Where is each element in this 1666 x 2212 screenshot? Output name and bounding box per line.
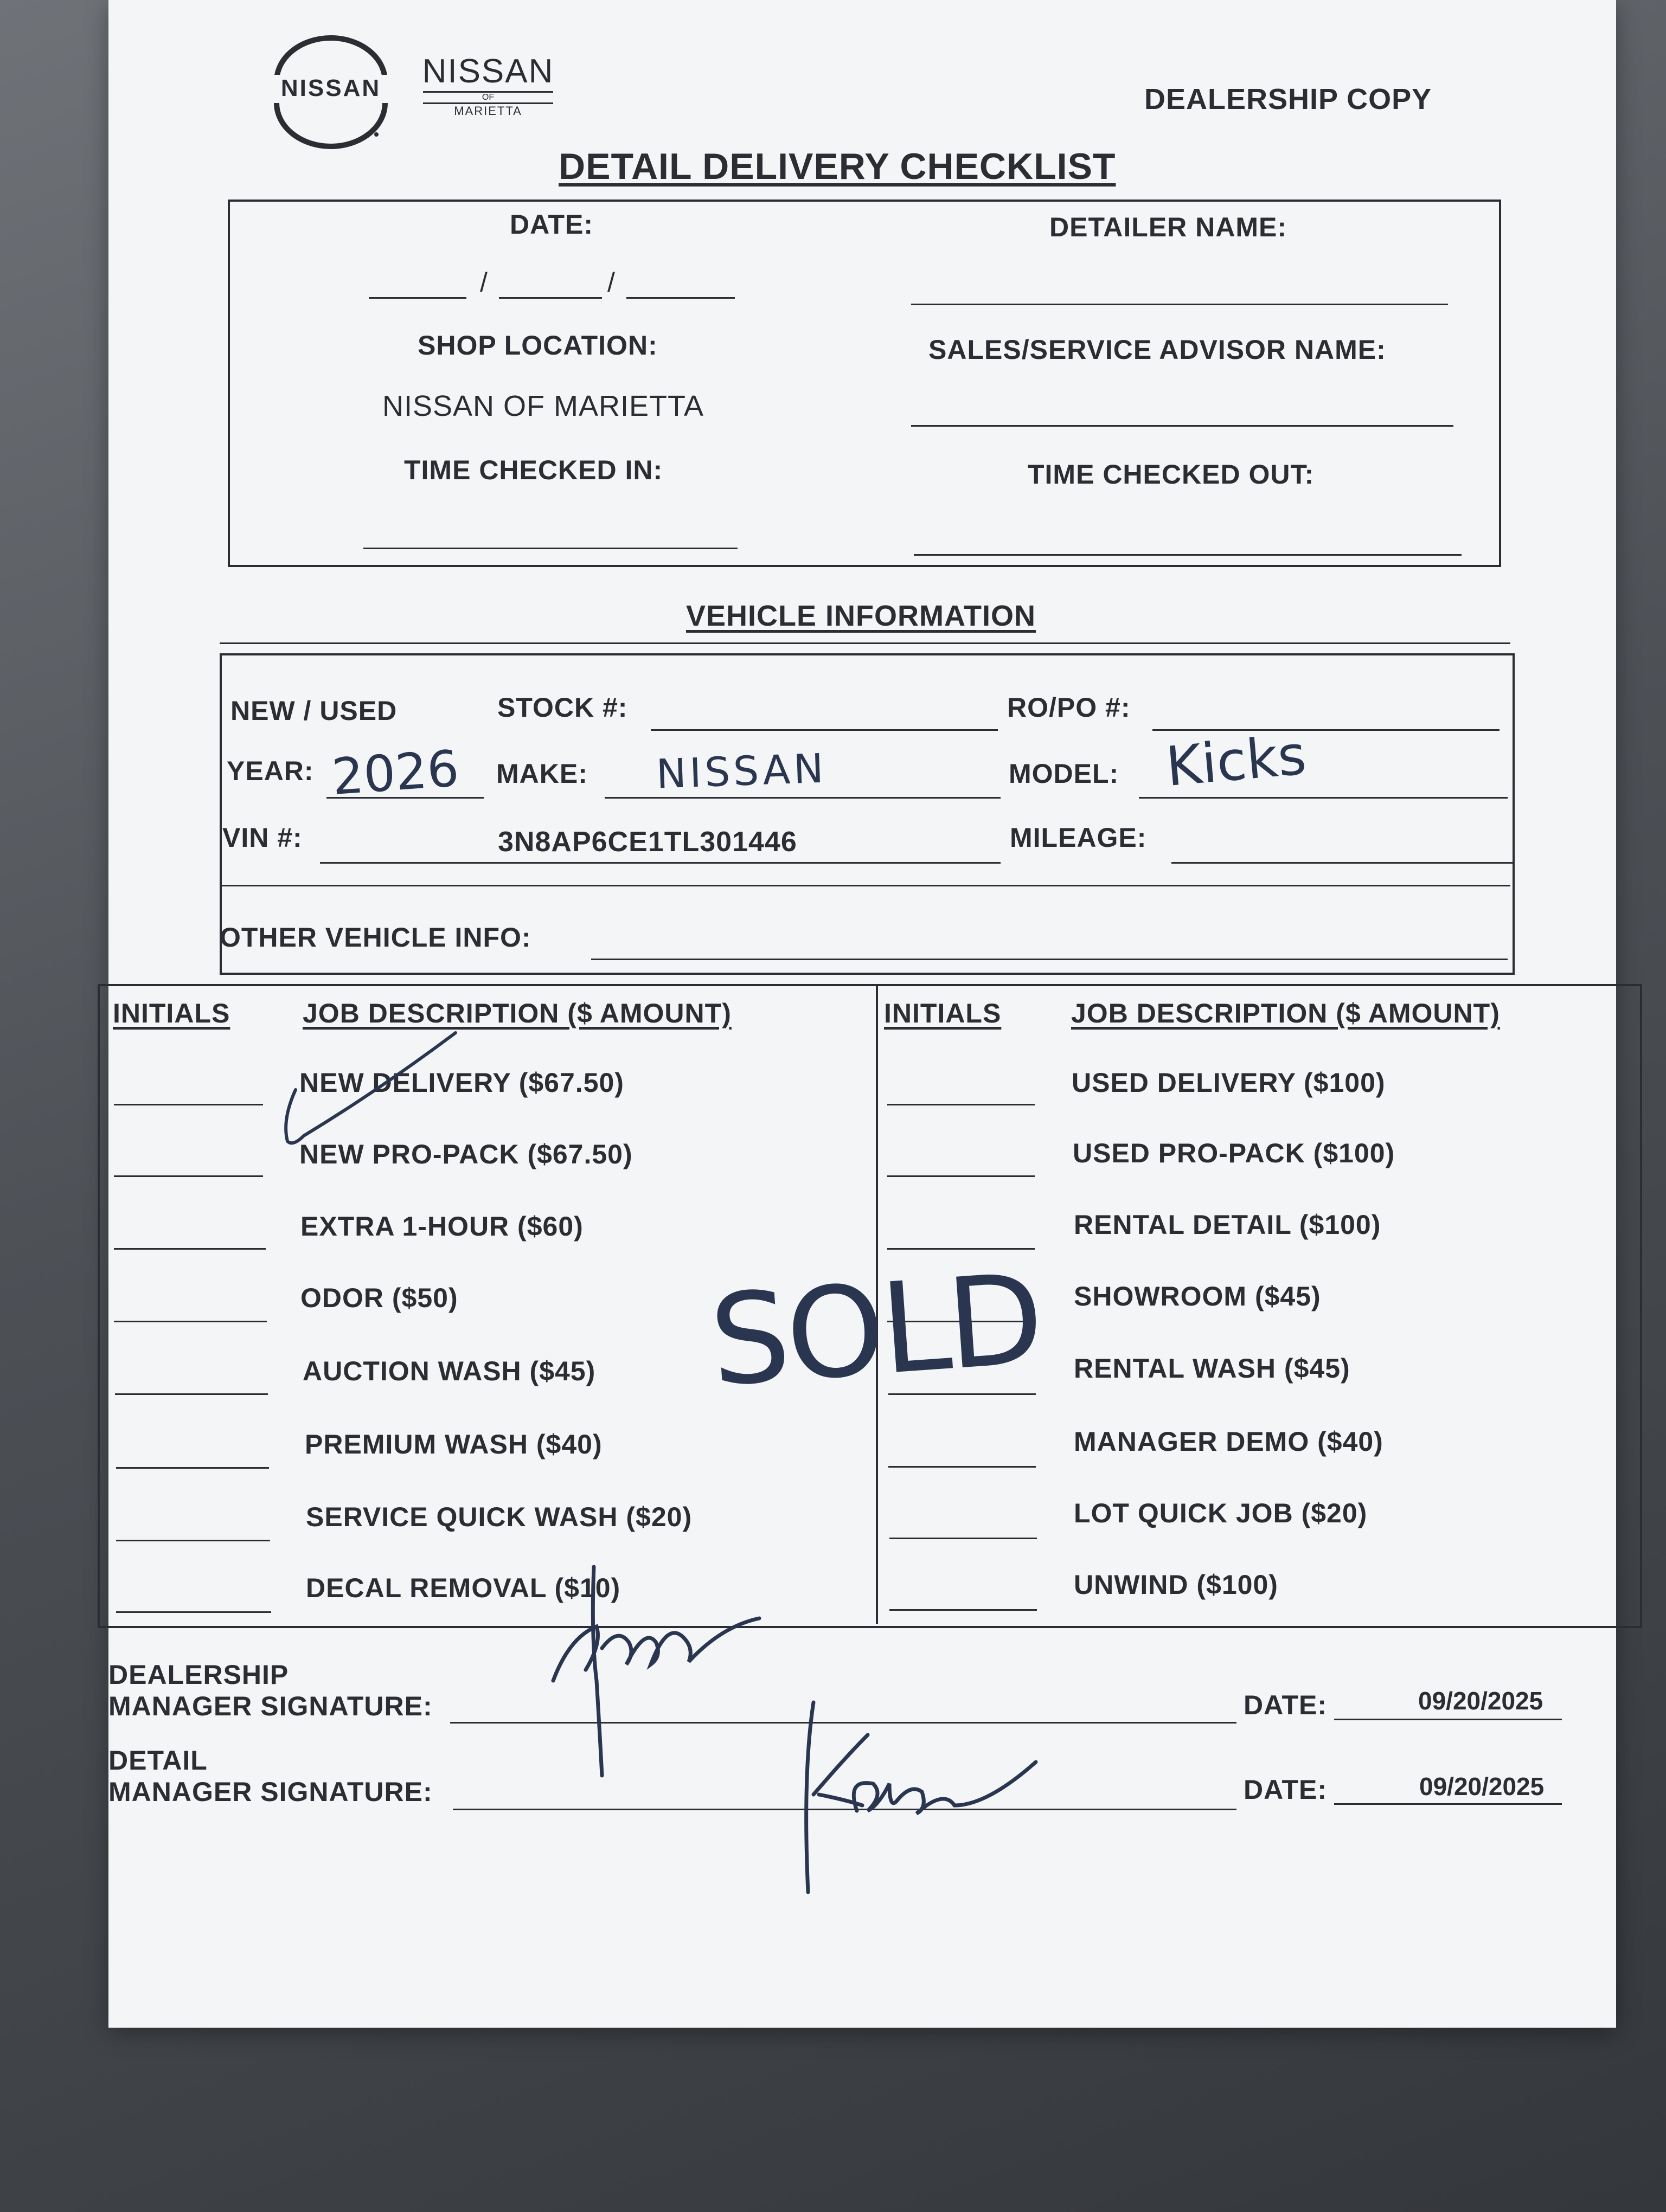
info-box bbox=[228, 200, 1501, 567]
dealership-signature-label bbox=[108, 1659, 433, 1722]
year-value: 2026 bbox=[330, 739, 461, 807]
left-desc-header: JOB DESCRIPTION ($ AMOUNT) bbox=[303, 998, 732, 1028]
new-used-label: NEW / USED bbox=[230, 696, 398, 726]
initials-field[interactable] bbox=[887, 1104, 1035, 1105]
job-item-decal-removal: DECAL REMOVAL ($10) bbox=[306, 1573, 621, 1603]
date-slash: / bbox=[480, 267, 488, 298]
checkmark-icon bbox=[271, 1025, 499, 1155]
initials-field[interactable] bbox=[888, 1466, 1036, 1468]
initials-field[interactable] bbox=[114, 1321, 267, 1322]
vin-value: 3N8AP6CE1TL301446 bbox=[498, 826, 797, 858]
make-field[interactable] bbox=[605, 797, 1001, 799]
ro-po-label: RO/PO #: bbox=[1007, 692, 1131, 723]
job-item-lot-quick-job: LOT QUICK JOB ($20) bbox=[1074, 1498, 1368, 1528]
job-item-used-pro-pack: USED PRO-PACK ($100) bbox=[1073, 1138, 1395, 1168]
other-info-label: OTHER VEHICLE INFO: bbox=[220, 922, 531, 953]
model-value: Kicks bbox=[1163, 723, 1309, 799]
dealer-city: MARIETTA bbox=[454, 104, 522, 118]
job-item-unwind: UNWIND ($100) bbox=[1074, 1570, 1278, 1600]
time-in-field[interactable] bbox=[363, 548, 738, 549]
job-item-used-delivery: USED DELIVERY ($100) bbox=[1072, 1068, 1386, 1098]
ro-po-field[interactable] bbox=[1152, 729, 1500, 731]
job-item-manager-demo: MANAGER DEMO ($40) bbox=[1074, 1426, 1383, 1457]
dealer-of: OF bbox=[423, 91, 553, 104]
dealer-name: NISSAN bbox=[422, 53, 554, 90]
date-slash: / bbox=[607, 267, 615, 298]
stock-label: STOCK #: bbox=[497, 692, 628, 723]
model-label: MODEL: bbox=[1009, 758, 1119, 789]
year-label: YEAR: bbox=[227, 756, 314, 786]
copy-label: DEALERSHIP COPY bbox=[1144, 83, 1432, 115]
shop-location-value: NISSAN OF MARIETTA bbox=[382, 390, 704, 422]
page-title: DETAIL DELIVERY CHECKLIST bbox=[559, 146, 1116, 187]
initials-field[interactable] bbox=[114, 1248, 266, 1250]
initials-field[interactable] bbox=[887, 1175, 1035, 1177]
stock-field[interactable] bbox=[651, 729, 998, 731]
initials-field[interactable] bbox=[116, 1467, 269, 1469]
detail-date-label: DATE: bbox=[1244, 1774, 1328, 1805]
detail-date-value: 09/20/2025 bbox=[1419, 1772, 1545, 1801]
dealership-signature-label-line1: DEALERSHIP bbox=[108, 1660, 289, 1690]
checklist-paper bbox=[108, 0, 1616, 2028]
dealership-signature-label-line2: MANAGER SIGNATURE: bbox=[108, 1691, 433, 1721]
right-desc-header: JOB DESCRIPTION ($ AMOUNT) bbox=[1071, 998, 1500, 1028]
job-item-service-quick-wash: SERVICE QUICK WASH ($20) bbox=[306, 1502, 693, 1532]
detail-signature-label-line1: DETAIL bbox=[108, 1745, 208, 1776]
time-in-label: TIME CHECKED IN: bbox=[404, 455, 663, 485]
make-label: MAKE: bbox=[496, 758, 588, 789]
make-value: NISSAN bbox=[655, 745, 828, 798]
dealership-date-value: 09/20/2025 bbox=[1418, 1687, 1543, 1715]
date-label: DATE: bbox=[510, 209, 594, 240]
dealership-date-label: DATE: bbox=[1244, 1690, 1328, 1720]
mileage-label: MILEAGE: bbox=[1010, 822, 1147, 853]
dealership-date-field[interactable] bbox=[1334, 1719, 1562, 1720]
initials-field[interactable] bbox=[114, 1104, 263, 1105]
left-initials-header: INITIALS bbox=[113, 998, 230, 1028]
time-out-label: TIME CHECKED OUT: bbox=[1028, 459, 1315, 490]
detail-signature-label bbox=[108, 1745, 433, 1808]
job-item-auction-wash: AUCTION WASH ($45) bbox=[303, 1356, 596, 1386]
initials-field[interactable] bbox=[115, 1393, 268, 1395]
job-item-premium-wash: PREMIUM WASH ($40) bbox=[305, 1429, 603, 1459]
time-out-field[interactable] bbox=[914, 554, 1462, 556]
date-day-field[interactable] bbox=[499, 297, 602, 299]
vehicle-section-title: VEHICLE INFORMATION bbox=[686, 600, 1036, 632]
date-month-field[interactable] bbox=[369, 297, 466, 299]
initials-field[interactable] bbox=[116, 1540, 270, 1541]
other-info-field[interactable] bbox=[591, 959, 1508, 960]
advisor-label: SALES/SERVICE ADVISOR NAME: bbox=[928, 335, 1386, 365]
job-item-rental-detail: RENTAL DETAIL ($100) bbox=[1074, 1210, 1381, 1240]
job-item-new-pro-pack: NEW PRO-PACK ($67.50) bbox=[299, 1139, 633, 1169]
initials-field[interactable] bbox=[114, 1175, 263, 1177]
handwritten-sold-note: SOLD bbox=[706, 1247, 1045, 1414]
right-initials-header: INITIALS bbox=[884, 998, 1002, 1028]
detailer-label: DETAILER NAME: bbox=[1049, 212, 1287, 242]
logo-wordmark: NISSAN bbox=[260, 75, 401, 102]
vin-divider bbox=[220, 885, 1510, 886]
vin-field[interactable] bbox=[320, 862, 1001, 864]
job-item-new-delivery: NEW DELIVERY ($67.50) bbox=[299, 1068, 624, 1098]
year-field[interactable] bbox=[326, 797, 484, 799]
advisor-name-field[interactable] bbox=[911, 425, 1453, 427]
detailer-name-field[interactable] bbox=[911, 304, 1448, 305]
mileage-field[interactable] bbox=[1171, 862, 1513, 864]
section-divider bbox=[220, 642, 1510, 644]
shop-location-label: SHOP LOCATION: bbox=[418, 330, 658, 361]
model-field[interactable] bbox=[1139, 797, 1508, 799]
vin-label: VIN #: bbox=[222, 822, 303, 853]
job-item-rental-wash: RENTAL WASH ($45) bbox=[1074, 1353, 1350, 1384]
dealer-logo-text bbox=[418, 54, 559, 118]
detail-manager-signature bbox=[683, 1692, 1095, 1898]
date-year-field[interactable] bbox=[626, 297, 735, 299]
detail-signature-label-line2: MANAGER SIGNATURE: bbox=[108, 1777, 433, 1807]
initials-field[interactable] bbox=[116, 1611, 271, 1613]
job-item-extra-hour: EXTRA 1-HOUR ($60) bbox=[300, 1211, 584, 1242]
detail-date-field[interactable] bbox=[1334, 1803, 1562, 1805]
job-item-showroom: SHOWROOM ($45) bbox=[1074, 1281, 1321, 1311]
initials-field[interactable] bbox=[889, 1538, 1037, 1539]
job-item-odor: ODOR ($50) bbox=[300, 1283, 458, 1313]
